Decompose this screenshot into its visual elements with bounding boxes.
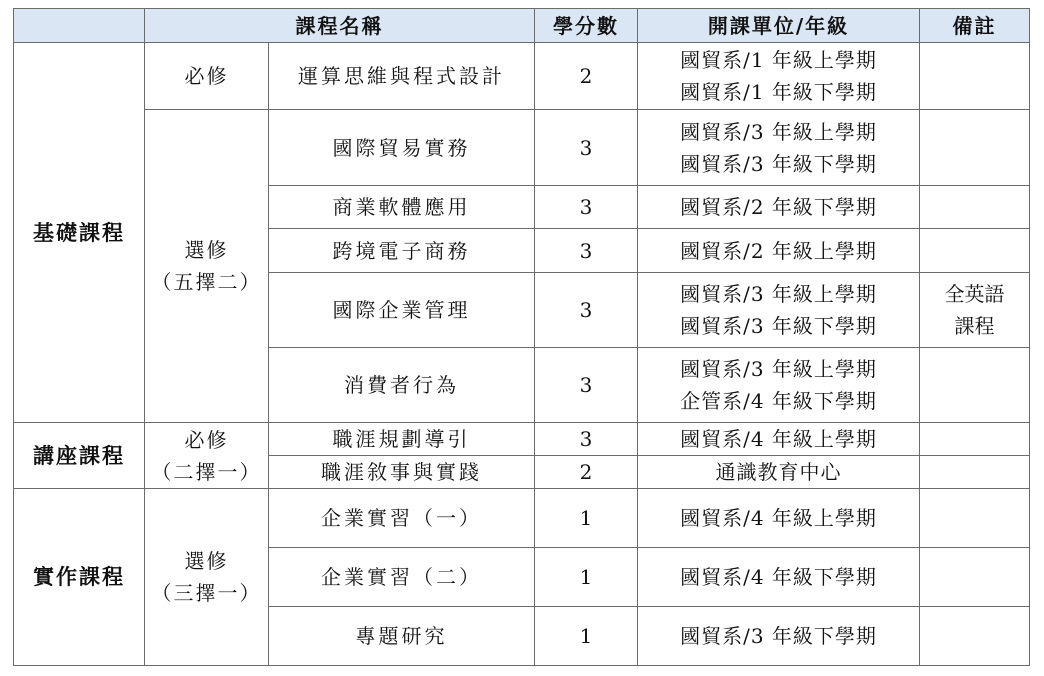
course-name: 運算思維與程式設計 xyxy=(269,43,535,110)
course-credits: 1 xyxy=(535,548,638,607)
course-note xyxy=(920,43,1030,110)
course-unit xyxy=(638,348,920,423)
unit-line: 國貿系/3 年級下學期 xyxy=(680,314,877,338)
course-unit xyxy=(638,548,920,607)
header-credits: 學分數 xyxy=(535,9,638,43)
course-name: 職涯規劃導引 xyxy=(269,423,535,456)
course-note xyxy=(920,423,1030,456)
course-name: 專題研究 xyxy=(269,607,535,666)
course-unit xyxy=(638,607,920,666)
course-name: 國際企業管理 xyxy=(269,273,535,348)
type-basic-elective xyxy=(145,110,269,423)
unit-line: 國貿系/1 年級上學期 xyxy=(680,48,877,72)
unit-line: 國貿系/4 年級下學期 xyxy=(680,565,877,589)
course-name: 消費者行為 xyxy=(269,348,535,423)
course-credits: 3 xyxy=(535,273,638,348)
course-name: 國際貿易實務 xyxy=(269,110,535,186)
course-unit xyxy=(638,423,920,456)
unit-line: 國貿系/3 年級下學期 xyxy=(680,624,877,648)
course-unit xyxy=(638,110,920,186)
course-unit xyxy=(638,186,920,229)
course-name: 跨境電子商務 xyxy=(269,229,535,273)
course-note xyxy=(920,273,1030,348)
type-practice-elective xyxy=(145,489,269,666)
course-credits: 3 xyxy=(535,348,638,423)
course-note xyxy=(920,489,1030,548)
unit-line: 國貿系/4 年級上學期 xyxy=(680,427,877,451)
type-lecture-required xyxy=(145,423,269,489)
table-row xyxy=(14,43,1030,110)
course-unit xyxy=(638,489,920,548)
unit-line: 企管系/4 年級下學期 xyxy=(680,389,877,413)
course-credits: 1 xyxy=(535,607,638,666)
course-note xyxy=(920,348,1030,423)
unit-line: 國貿系/3 年級上學期 xyxy=(680,282,877,306)
unit-line: 國貿系/3 年級下學期 xyxy=(680,151,877,176)
course-note xyxy=(920,456,1030,489)
course-name: 商業軟體應用 xyxy=(269,186,535,229)
course-table xyxy=(13,8,1030,666)
type-rule: （二擇一） xyxy=(151,459,262,484)
type-rule: （三擇一） xyxy=(151,581,262,605)
course-unit xyxy=(638,229,920,273)
course-credits: 3 xyxy=(535,110,638,186)
course-unit xyxy=(638,273,920,348)
course-unit xyxy=(638,43,920,110)
unit-line: 國貿系/4 年級上學期 xyxy=(680,506,877,530)
course-name: 企業實習（一） xyxy=(269,489,535,548)
course-note xyxy=(920,229,1030,273)
unit-line: 國貿系/2 年級下學期 xyxy=(680,195,877,219)
course-credits: 3 xyxy=(535,229,638,273)
type-label: 必修 xyxy=(184,427,229,452)
header-row xyxy=(14,9,1030,43)
course-unit xyxy=(638,456,920,489)
table-row xyxy=(14,110,1030,186)
course-credits: 3 xyxy=(535,423,638,456)
unit-line: 通識教育中心 xyxy=(715,460,842,484)
course-credits: 2 xyxy=(535,456,638,489)
note-line: 全英語 xyxy=(944,282,1005,306)
course-note xyxy=(920,110,1030,186)
course-note xyxy=(920,186,1030,229)
type-label: 必修 xyxy=(184,64,229,88)
course-name: 企業實習（二） xyxy=(269,548,535,607)
header-unit-grade: 開課單位/年級 xyxy=(638,9,920,43)
unit-line: 國貿系/3 年級上學期 xyxy=(680,119,877,144)
unit-line: 國貿系/3 年級上學期 xyxy=(680,357,877,381)
header-notes: 備註 xyxy=(920,9,1030,43)
course-note xyxy=(920,607,1030,666)
header-blank xyxy=(14,9,145,43)
header-course-name: 課程名稱 xyxy=(145,9,535,43)
category-lecture: 講座課程 xyxy=(14,423,145,489)
table-row xyxy=(14,423,1030,456)
category-basic: 基礎課程 xyxy=(14,43,145,423)
note-line: 課程 xyxy=(954,314,995,338)
type-basic-required xyxy=(145,43,269,110)
unit-line: 國貿系/1 年級下學期 xyxy=(680,80,877,104)
category-practice: 實作課程 xyxy=(14,489,145,666)
course-credits: 1 xyxy=(535,489,638,548)
course-name: 職涯敘事與實踐 xyxy=(269,456,535,489)
unit-line: 國貿系/2 年級上學期 xyxy=(680,238,877,263)
course-credits: 2 xyxy=(535,43,638,110)
type-label: 選修 xyxy=(184,238,229,262)
course-credits: 3 xyxy=(535,186,638,229)
table-row xyxy=(14,489,1030,548)
type-label: 選修 xyxy=(184,549,229,573)
course-note xyxy=(920,548,1030,607)
type-rule: （五擇二） xyxy=(151,270,262,294)
